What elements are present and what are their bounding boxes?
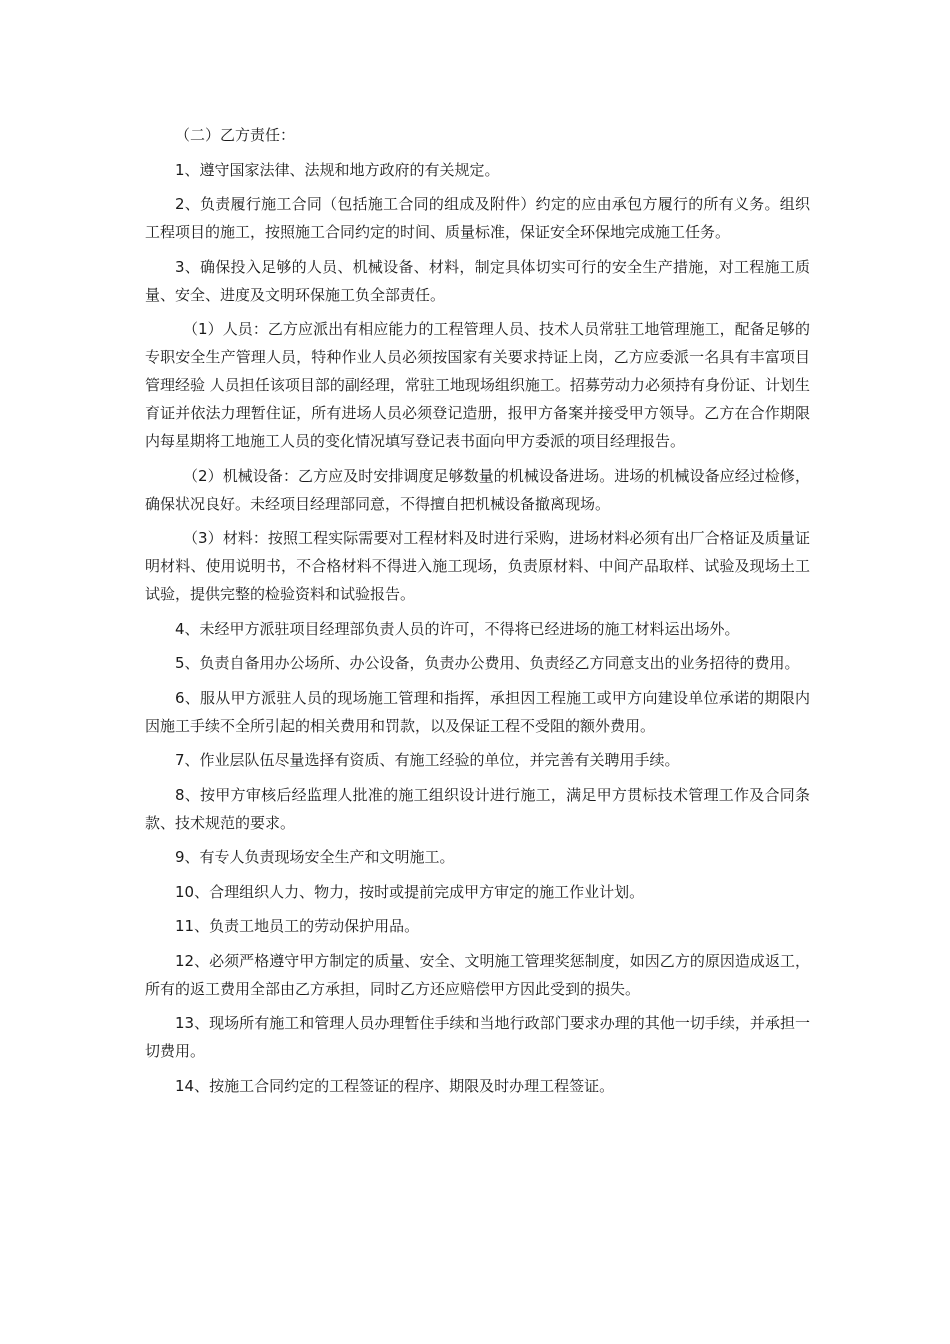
clause-3-3-materials: （3）材料：按照工程实际需要对工程材料及时进行采购，进场材料必须有出厂合格证及质量证明材料、使用说明书，不合格材料不得进入施工现场，负责原材料、中间产品取样、试验及现场土工试验，提供完整的检验资料和试验报告。: [145, 529, 810, 603]
clause-9: 9、有专人负责现场安全生产和文明施工。: [175, 848, 455, 866]
clause-6: 6、服从甲方派驻人员的现场施工管理和指挥，承担因工程施工或甲方向建设单位承诺的期限内因施工手续不全所引起的相关费用和罚款，以及保证工程不受阻的额外费用。: [145, 688, 810, 735]
clause-3: 3、确保投入足够的人员、机械设备、材料，制定具体切实可行的安全生产措施，对工程施工质量、安全、进度及文明环保施工负全部责任。: [145, 257, 810, 304]
clause-2: 2、负责履行施工合同（包括施工合同的组成及附件）约定的应由承包方履行的所有义务。组织工程项目的施工，按照施工合同约定的时间、质量标准，保证安全环保地完成施工任务。: [145, 195, 810, 241]
clause-11: 11、负责工地员工的劳动保护用品。: [175, 917, 420, 935]
clause-3-2-equipment: （2）机械设备：乙方应及时安排调度足够数量的机械设备进场。进场的机械设备应经过检修，确保状况良好。未经项目经理部同意，不得擅自把机械设备撤离现场。: [145, 466, 810, 513]
clause-10: 10、合理组织人力、物力，按时或提前完成甲方审定的施工作业计划。: [175, 882, 645, 901]
clause-8: 8、按甲方审核后经监理人批准的施工组织设计进行施工，满足甲方贯标技术管理工作及合同条款、技术规范的要求。: [145, 785, 810, 832]
document-body: [145, 121, 810, 1106]
section-heading: （二）乙方责任：: [175, 126, 296, 144]
clause-7: 7、作业层队伍尽量选择有资质、有施工经验的单位，并完善有关聘用手续。: [175, 751, 680, 769]
clause-14: 14、按施工合同约定的工程签证的程序、期限及时办理工程签证。: [175, 1076, 615, 1095]
clause-13: 13、现场所有施工和管理人员办理暂住手续和当地行政部门要求办理的其他一切手续，并承担一切费用。: [145, 1014, 810, 1060]
clause-12: 12、必须严格遵守甲方制定的质量、安全、文明施工管理奖惩制度，如因乙方的原因造成返工，所有的返工费用全部由乙方承担，同时乙方还应赔偿甲方因此受到的损失。: [145, 951, 810, 998]
clause-5: 5、负责自备用办公场所、办公设备，负责办公费用、负责经乙方同意支出的业务招待的费用。: [175, 654, 800, 672]
clause-4: 4、未经甲方派驻项目经理部负责人员的许可，不得将已经进场的施工材料运出场外。: [175, 619, 740, 638]
clause-3-1-personnel: （1）人员：乙方应派出有相应能力的工程管理人员、技术人员常驻工地管理施工，配备足够的专职安全生产管理人员，特种作业人员必须按国家有关要求持证上岗，乙方应委派一名具有丰富项目管理经验 人员担任该项目部的副经理，常驻工地现场组织施工。招募劳动力必须持有身份证、计划生育证并依法力理暂住证，所有进场人员必须登记造册，报甲方备案并接受甲方领导。乙方在合作期限内每星期将工地施工人员的变化情况填写登记表书面向甲方委派的项目经理报告。: [145, 320, 810, 450]
clause-1: 1、遵守国家法律、法规和地方政府的有关规定。: [175, 160, 500, 179]
